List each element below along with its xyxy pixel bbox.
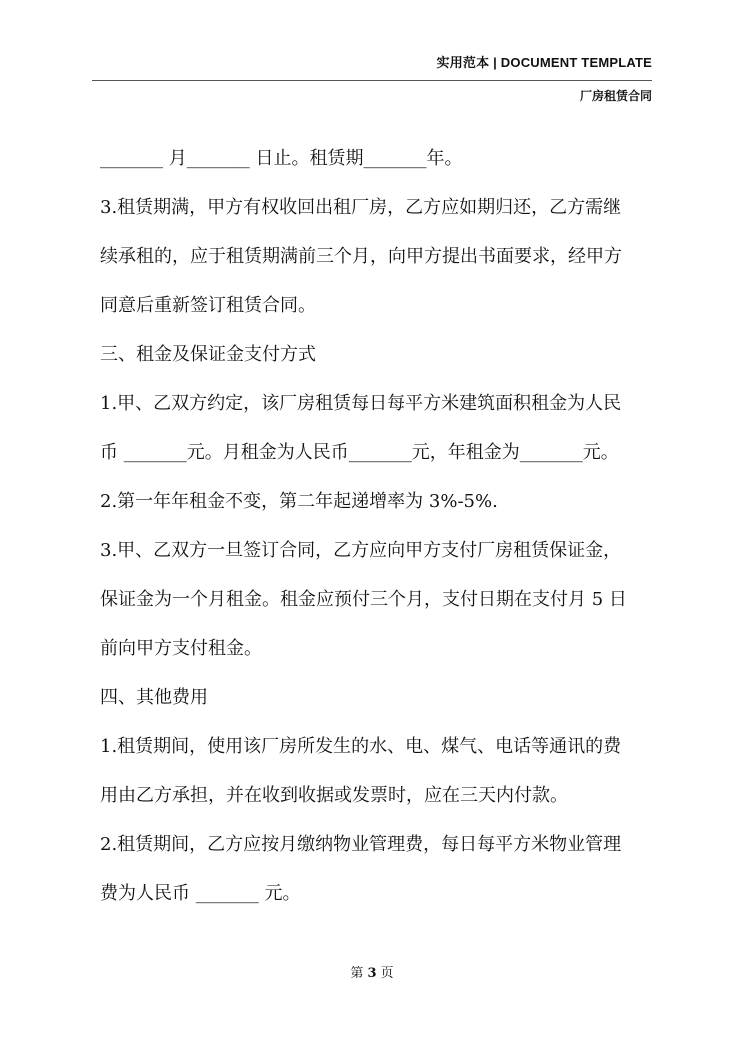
page-number-prefix: 第 [350,966,364,981]
body-line: 2.租赁期间，乙方应按月缴纳物业管理费，每日每平方米物业管理 [100,834,622,855]
page-number-suffix: 页 [380,966,394,981]
page-footer [0,962,744,981]
body-line: 3.甲、乙双方一旦签订合同，乙方应向甲方支付厂房租赁保证金， [100,540,622,561]
document-header-title: 实用范本 | DOCUMENT TEMPLATE [436,55,652,70]
body-line: 同意后重新签订租赁合同。 [100,295,316,316]
body-line: 费为人民币 _______ 元。 [100,883,301,904]
body-line: 2.第一年年租金不变，第二年起递增率为 3%-5%. [100,491,498,512]
body-line: 3.租赁期满，甲方有权收回出租厂房，乙方应如期归还，乙方需继 [100,197,622,218]
page-number: 3 [367,966,377,981]
header-divider [92,80,652,81]
section-heading: 四、其他费用 [100,687,208,708]
body-line: 用由乙方承担，并在收到收据或发票时，应在三天内付款。 [100,785,568,806]
body-line: 前向甲方支付租金。 [100,638,262,659]
body-line: 币 _______元。月租金为人民币_______元，年租金为_______元。 [100,442,619,463]
body-line: 续承租的，应于租赁期满前三个月，向甲方提出书面要求，经甲方 [100,246,622,267]
document-body [100,134,660,918]
document-header-subtitle: 厂房租赁合同 [579,89,652,103]
section-heading: 三、租金及保证金支付方式 [100,344,316,365]
body-line: 1.甲、乙双方约定，该厂房租赁每日每平方米建筑面积租金为人民 [100,393,622,414]
body-line: 保证金为一个月租金。租金应预付三个月，支付日期在支付月 5 日 [100,589,627,610]
body-line: 1.租赁期间，使用该厂房所发生的水、电、煤气、电话等通讯的费 [100,736,622,757]
body-line: _______ 月_______ 日止。租赁期_______年。 [100,148,463,169]
